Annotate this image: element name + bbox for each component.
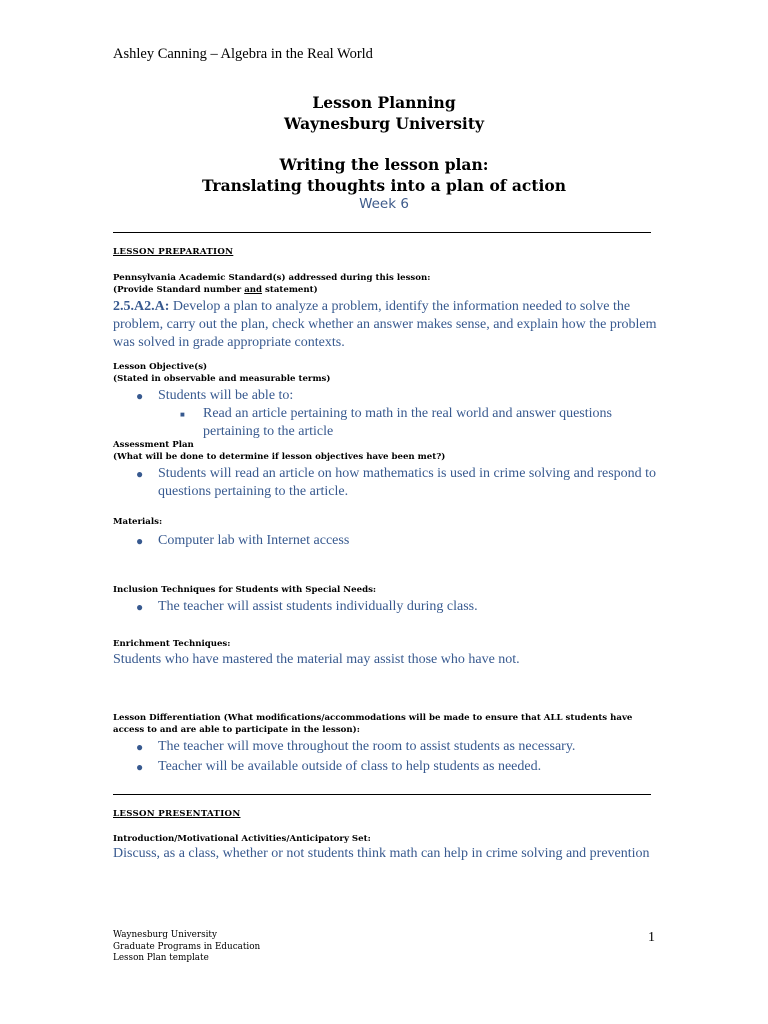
bullet-dot-icon: ● xyxy=(136,467,144,481)
standards-label-line: Pennsylvania Academic Standard(s) addressed during this lesson: xyxy=(113,273,431,283)
bullet-square-icon: ■ xyxy=(180,410,185,419)
intro-text: Discuss, as a class, whether or not students think math can help in crime solving and prevention xyxy=(113,846,650,861)
differentiation-bullet-text: Teacher will be available outside of class to help students as needed. xyxy=(158,759,542,774)
differentiation-bullet xyxy=(136,758,658,776)
bullet-dot-icon: ● xyxy=(136,534,144,548)
title-writing-plan: Writing the lesson plan: xyxy=(279,155,489,174)
inclusion-bullet xyxy=(136,598,658,616)
differentiation-bullet-text: The teacher will move throughout the room to assist students as necessary. xyxy=(158,739,576,754)
differentiation-label: Lesson Differentiation (What modifications/accommodations will be made to ensure that ALL students have access to and are able to participate in the lesson): xyxy=(113,713,633,735)
bullet-dot-icon: ● xyxy=(136,389,144,403)
footer-line-1: Waynesburg University xyxy=(113,930,217,940)
objectives-hint: (Stated in observable and measurable terms) xyxy=(113,373,331,384)
standards-hint-and: and xyxy=(244,284,263,295)
objectives-label-block xyxy=(113,362,658,385)
divider-top xyxy=(113,232,651,233)
divider-middle xyxy=(113,794,651,795)
footer-line-3: Lesson Plan template xyxy=(113,953,209,963)
objective-bullet-text: Students will be able to: xyxy=(158,388,294,403)
standards-hint-post: statement) xyxy=(262,284,318,295)
standards-hint-pre: (Provide Standard number xyxy=(113,284,245,295)
materials-bullet-text: Computer lab with Internet access xyxy=(158,533,350,548)
week-label: Week 6 xyxy=(359,196,409,212)
enrichment-label: Enrichment Techniques: xyxy=(113,639,231,649)
bullet-dot-icon: ● xyxy=(136,740,144,754)
bullet-dot-icon: ● xyxy=(136,600,144,614)
assessment-bullet-text: Students will read an article on how mathematics is used in crime solving and respond to questions pertaining to the article. xyxy=(158,466,657,499)
running-header: Ashley Canning – Algebra in the Real World xyxy=(113,46,373,62)
footer-line-2: Graduate Programs in Education xyxy=(113,941,261,952)
differentiation-bullet xyxy=(136,738,658,756)
title-university: Waynesburg University xyxy=(284,114,484,133)
objective-sub-bullet xyxy=(180,405,658,441)
inclusion-label: Inclusion Techniques for Students with Special Needs: xyxy=(113,585,377,595)
bullet-dot-icon: ● xyxy=(136,760,144,774)
materials-bullet xyxy=(136,532,658,550)
assessment-bullet xyxy=(136,465,658,501)
assessment-label: Assessment Plan xyxy=(113,440,194,450)
objective-bullet xyxy=(136,387,658,405)
page-number: 1 xyxy=(648,930,655,945)
enrichment-text: Students who have mastered the material may assist those who have not. xyxy=(113,652,520,667)
footer-block xyxy=(113,930,260,965)
title-translating: Translating thoughts into a plan of action xyxy=(202,176,566,195)
standard-text xyxy=(113,298,658,352)
intro-label: Introduction/Motivational Activities/Anticipatory Set: xyxy=(113,834,371,844)
assessment-label-block xyxy=(113,440,658,463)
standards-label xyxy=(113,273,658,296)
materials-label: Materials: xyxy=(113,517,163,527)
objectives-label: Lesson Objective(s) xyxy=(113,362,208,372)
title-lesson-planning: Lesson Planning xyxy=(312,93,456,112)
objective-sub-text: Read an article pertaining to math in the real world and answer questions pertaining to the article xyxy=(203,406,612,439)
section-lesson-preparation: LESSON PREPARATION xyxy=(113,247,234,257)
inclusion-bullet-text: The teacher will assist students individually during class. xyxy=(158,599,478,614)
assessment-hint: (What will be done to determine if lesson objectives have been met?) xyxy=(113,451,446,462)
standard-code: 2.5.A2.A: xyxy=(113,299,170,314)
section-lesson-presentation: LESSON PRESENTATION xyxy=(113,809,241,819)
standards-hint xyxy=(113,285,658,297)
standard-description: Develop a plan to analyze a problem, identify the information needed to solve the problem, carry out the plan, check whether an answer makes sense, and explain how the problem was solved in grade appropriate contexts. xyxy=(113,299,657,350)
